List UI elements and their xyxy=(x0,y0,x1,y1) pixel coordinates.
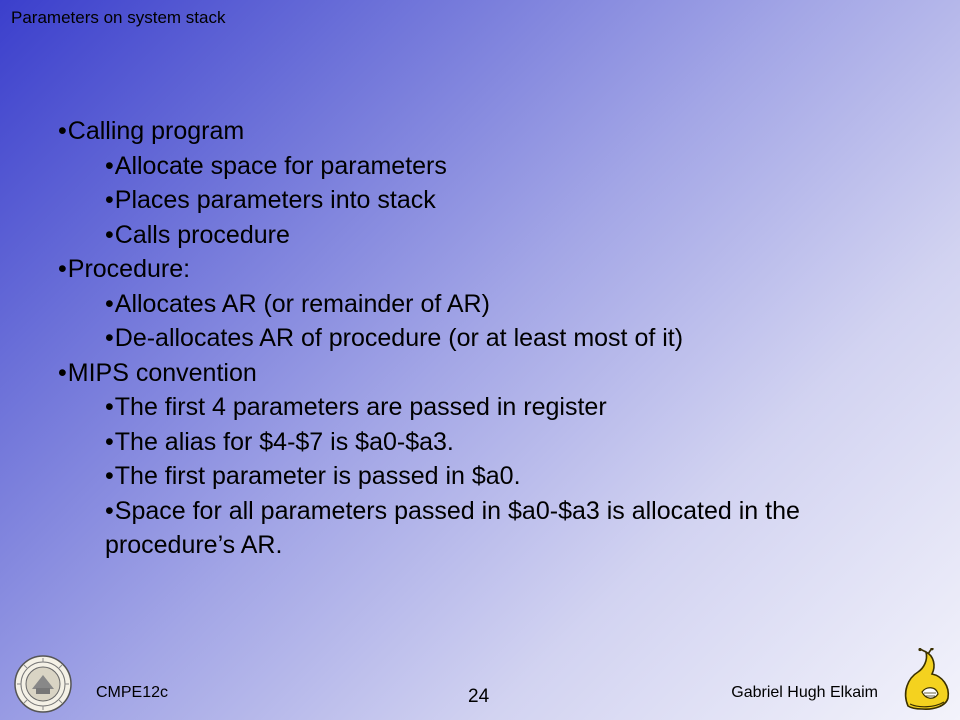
sub-bullet-item xyxy=(58,459,938,494)
footer-author: Gabriel Hugh Elkaim xyxy=(731,684,878,701)
bullet-text: MIPS convention xyxy=(67,358,257,387)
bullet-glyph: • xyxy=(58,117,67,145)
sub-bullet-item xyxy=(58,183,938,218)
bullet-list xyxy=(58,114,938,563)
bullet-item xyxy=(58,356,938,391)
banana-slug-mascot-icon xyxy=(898,648,956,712)
footer-course: CMPE12c xyxy=(96,684,169,701)
sub-bullet-item xyxy=(58,390,938,425)
bullet-glyph: • xyxy=(58,255,67,283)
page-number: 24 xyxy=(468,686,490,707)
bullet-text: Calls procedure xyxy=(114,220,290,249)
bullet-text: Places parameters into stack xyxy=(114,186,436,214)
bullet-text: Calling program xyxy=(67,117,245,145)
bullet-glyph: • xyxy=(105,427,114,456)
bullet-text: The first parameter is passed in $a0. xyxy=(114,462,521,490)
sub-bullet-item xyxy=(58,218,938,253)
bullet-glyph: • xyxy=(105,496,114,525)
bullet-glyph: • xyxy=(105,151,114,180)
bullet-text: Space for all parameters passed in $a0-$a3 is allocated in the procedure’s AR. xyxy=(105,496,800,559)
bullet-glyph: • xyxy=(105,393,114,421)
university-seal-icon xyxy=(14,655,72,713)
sub-bullet-item xyxy=(58,321,938,356)
slide-title: Parameters on system stack xyxy=(11,8,226,27)
sub-bullet-item xyxy=(58,425,938,460)
sub-bullet-item xyxy=(58,287,938,322)
bullet-text: The first 4 parameters are passed in register xyxy=(114,393,607,421)
bullet-item xyxy=(58,114,938,149)
bullet-item xyxy=(58,252,938,287)
sub-bullet-item xyxy=(58,149,938,184)
bullet-glyph: • xyxy=(105,220,114,249)
sub-bullet-item xyxy=(58,494,905,563)
bullet-text: The alias for $4-$7 is $a0-$a3. xyxy=(114,427,454,456)
bullet-glyph: • xyxy=(105,462,114,490)
bullet-glyph: • xyxy=(58,358,67,387)
bullet-glyph: • xyxy=(105,186,114,214)
bullet-glyph: • xyxy=(105,289,114,318)
bullet-text: Allocate space for parameters xyxy=(114,151,447,180)
bullet-glyph: • xyxy=(105,324,114,352)
bullet-text: Procedure: xyxy=(67,255,191,283)
bullet-text: De-allocates AR of procedure (or at least most of it) xyxy=(114,324,684,352)
bullet-text: Allocates AR (or remainder of AR) xyxy=(114,289,490,318)
